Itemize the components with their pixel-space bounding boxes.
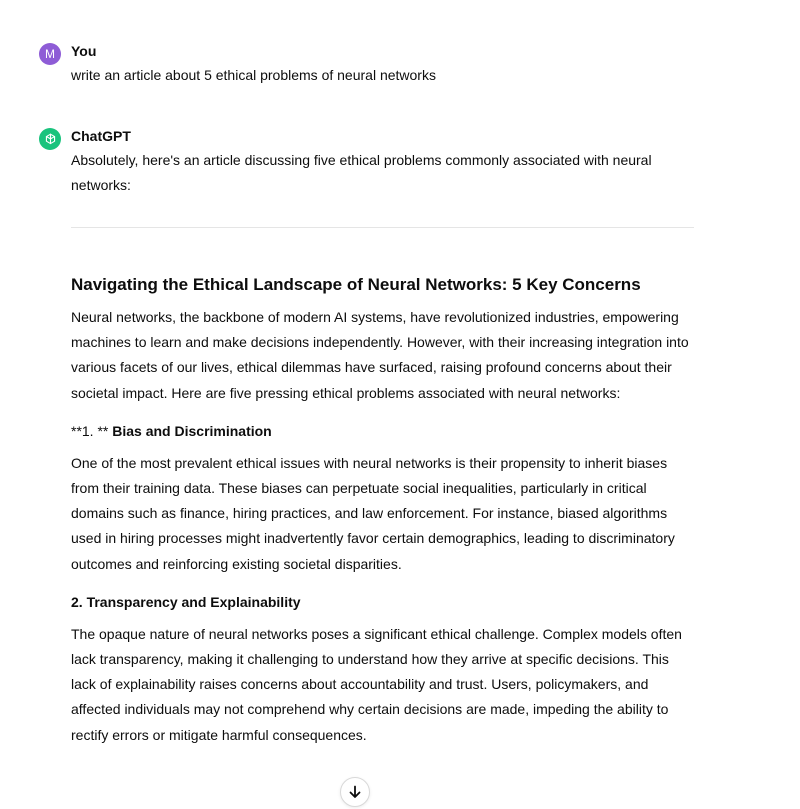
- article-intro-paragraph: Neural networks, the backbone of modern AI systems, have revolutionized industries, empowering machines to learn and make decisions independently. However, with their increasing integration into various facets of our lives, ethical dilemmas have surfaced, raising profound concerns about their societal impact. Here are five pressing ethical problems associated with neural networks:: [71, 309, 689, 401]
- section-heading-1: [71, 419, 699, 443]
- section-heading-1-prefix: **1. **: [71, 422, 113, 439]
- user-message-text: write an article about 5 ethical problems of neural networks: [71, 67, 436, 83]
- assistant-intro-text: Absolutely, here's an article discussing five ethical problems commonly associated with neural networks:: [71, 152, 652, 193]
- section-heading-2: [71, 590, 699, 614]
- user-avatar-letter: M: [45, 47, 55, 61]
- divider: [71, 227, 694, 228]
- section-paragraph-1: One of the most prevalent ethical issues with neural networks is their propensity to inherit biases from their training data. These biases can perpetuate social inequalities, particularly in critical domains such as finance, hiring practices, and law enforcement. For instance, biased algorithms used in hiring processes might inadvertently favor certain demographics, leading to discriminatory outcomes and reinforcing existing societal disparities.: [71, 454, 675, 572]
- assistant-message-header: [39, 126, 699, 148]
- assistant-author-name: ChatGPT: [71, 128, 131, 144]
- section-heading-1-text: Bias and Discrimination: [112, 422, 272, 439]
- user-avatar: [39, 43, 61, 65]
- section-heading-2-text: 2. Transparency and Explainability: [71, 593, 301, 610]
- article-title: Navigating the Ethical Landscape of Neural Networks: 5 Key Concerns: [71, 275, 641, 294]
- openai-logo-icon: [39, 128, 61, 150]
- user-message: [39, 41, 699, 88]
- user-message-header: [39, 41, 699, 63]
- arrow-down-icon: [348, 785, 362, 799]
- scroll-to-bottom-button[interactable]: [340, 777, 370, 807]
- openai-logo-glyph: [43, 132, 58, 147]
- assistant-message: [39, 126, 699, 748]
- section-paragraph-2: The opaque nature of neural networks poses a significant ethical challenge. Complex models often lack transparency, making it challenging to understand how they arrive at specific decisions. This lack of explainability raises concerns about accountability and trust. Users, policymakers, and affected individuals may not comprehend why certain decisions are made, impeding the ability to rectify errors or mitigate harmful consequences.: [71, 625, 682, 743]
- user-author-name: You: [71, 43, 97, 59]
